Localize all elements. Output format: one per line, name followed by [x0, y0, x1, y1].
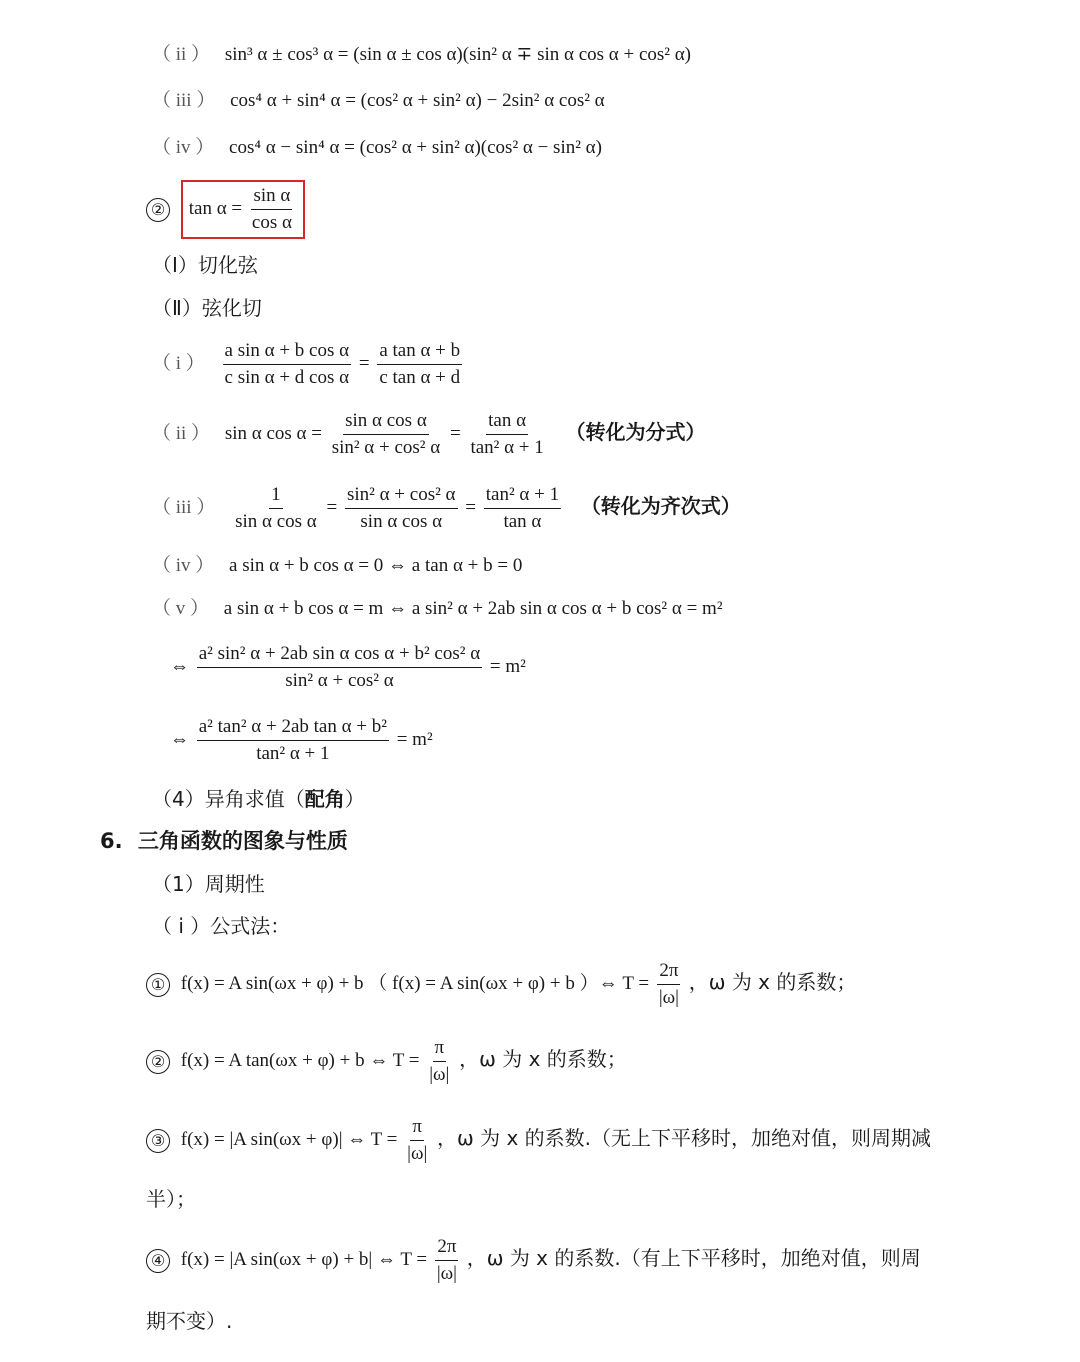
tan-definition — [146, 180, 305, 239]
identity-i-ratio — [152, 340, 465, 389]
item-label: （ ii ） — [152, 422, 211, 444]
numerator: 1 — [269, 484, 283, 509]
circled-number: ④ — [146, 1249, 170, 1273]
identity-ii-product — [152, 410, 706, 459]
numerator: π — [410, 1116, 424, 1141]
period-formula-1 — [146, 960, 856, 1009]
item-label: （ iii ） — [152, 90, 216, 111]
numerator: a² sin² α + 2ab sin α cos α + b² cos² α — [197, 643, 482, 668]
item-label: （ iv ） — [152, 555, 215, 576]
item-label: （ ii ） — [152, 44, 211, 65]
section-6-heading — [100, 830, 348, 852]
fraction — [250, 185, 294, 234]
numerator: 2π — [657, 960, 680, 985]
denominator: sin α cos α — [235, 511, 317, 532]
note-to-homogeneous: （转化为齐次式） — [580, 493, 741, 518]
equivalence-arrow: ⇔ — [170, 655, 189, 677]
numerator: a² tan² α + 2ab tan α + b² — [197, 716, 389, 741]
equals: = — [465, 496, 476, 518]
note-to-fraction: （转化为分式） — [565, 419, 706, 444]
tan-lhs: tan α = — [188, 197, 243, 219]
fraction — [657, 960, 681, 1009]
fraction — [197, 716, 389, 765]
item-label: （ iii ） — [152, 496, 216, 518]
circled-number: ② — [146, 198, 170, 222]
formula-tail: ，ω 为 x 的系数； — [459, 1046, 627, 1071]
denominator: |ω| — [436, 1263, 457, 1284]
item-4-different-angles — [152, 788, 365, 810]
formula-lhs: f(x) = A sin(ωx + φ) + b （ f(x) = A sin(ωx + φ) + b ）⇔ T = — [180, 972, 650, 994]
fraction — [330, 410, 443, 459]
formula-lhs: sin α cos α = — [224, 422, 322, 444]
fraction — [197, 643, 482, 692]
formula-method-heading: （ i ）公式法： — [152, 914, 291, 938]
circled-number: ② — [146, 1050, 170, 1074]
fraction — [345, 484, 458, 533]
identity-ii-cubes — [152, 44, 691, 66]
numerator: a sin α + b cos α — [223, 340, 352, 365]
numerator: sin α — [251, 185, 292, 210]
period-formula-4 — [146, 1236, 921, 1285]
fraction — [223, 340, 352, 389]
section-title: 三角函数的图象与性质 — [137, 829, 348, 853]
period-formula-3-continuation: 半）； — [146, 1187, 196, 1211]
formula-text: a sin α + b cos α = 0 ⇔ a tan α + b = 0 — [229, 555, 523, 576]
identity-v-step3 — [170, 716, 433, 765]
denominator: c sin α + d cos α — [224, 367, 350, 388]
fraction — [468, 410, 545, 459]
formula-lhs: f(x) = |A sin(ωx + φ) + b| ⇔ T = — [180, 1248, 428, 1270]
formula-lhs: f(x) = A tan(ωx + φ) + b ⇔ T = — [180, 1049, 420, 1071]
numerator: sin α cos α — [343, 410, 429, 435]
formula-rhs: = m² — [396, 728, 433, 750]
fraction — [484, 484, 561, 533]
denominator: cos α — [251, 212, 292, 233]
item-suffix: ） — [344, 787, 365, 811]
denominator: |ω| — [407, 1143, 428, 1164]
identity-iii-reciprocal — [152, 484, 741, 533]
fraction — [233, 484, 319, 533]
formula-text: a sin α + b cos α = m ⇔ a sin² α + 2ab sin α cos α + b cos² α = m² — [223, 598, 723, 619]
formula-text: cos⁴ α − sin⁴ α = (cos² α + sin² α)(cos² α − sin² α) — [229, 137, 602, 158]
subheading-sincos-to-tan: （Ⅱ）弦化切 — [152, 296, 262, 320]
denominator: tan² α + 1 — [256, 743, 330, 764]
periodicity-heading: （1）周期性 — [152, 872, 265, 896]
numerator: a tan α + b — [377, 340, 462, 365]
numerator: 2π — [435, 1236, 458, 1261]
denominator: |ω| — [429, 1064, 450, 1085]
denominator: c tan α + d — [379, 367, 461, 388]
subheading-tan-to-sincos: （Ⅰ）切化弦 — [152, 253, 258, 277]
fraction — [435, 1236, 459, 1285]
denominator: tan α — [503, 511, 542, 532]
numerator: tan² α + 1 — [484, 484, 561, 509]
identity-v-step2 — [170, 643, 526, 692]
item-prefix: （4）异角求值（ — [152, 787, 305, 811]
denominator: sin² α + cos² α — [285, 670, 394, 691]
numerator: sin² α + cos² α — [345, 484, 458, 509]
denominator: tan² α + 1 — [470, 437, 544, 458]
fraction — [405, 1116, 429, 1165]
equivalence-arrow: ⇔ — [170, 728, 189, 750]
identity-iv-fourth-diff — [152, 137, 602, 159]
section-number: 6. — [100, 829, 123, 853]
period-formula-4-continuation: 期不变）. — [146, 1309, 233, 1333]
formula-lhs: f(x) = |A sin(ωx + φ)| ⇔ T = — [180, 1128, 398, 1150]
formula-tail: ，ω 为 x 的系数.（有上下平移时，加绝对值，则周 — [466, 1245, 921, 1270]
formula-tail: ，ω 为 x 的系数； — [688, 969, 857, 994]
formula-tail: ，ω 为 x 的系数.（无上下平移时，加绝对值，则周期减 — [437, 1125, 932, 1150]
numerator: π — [433, 1037, 447, 1062]
formula-text: cos⁴ α + sin⁴ α = (cos² α + sin² α) − 2sin² α cos² α — [230, 90, 605, 111]
numerator: tan α — [486, 410, 528, 435]
item-label: （ v ） — [152, 598, 210, 619]
period-formula-3 — [146, 1116, 931, 1165]
denominator: sin α cos α — [360, 511, 443, 532]
circled-number: ③ — [146, 1129, 170, 1153]
item-label: （ iv ） — [152, 137, 215, 158]
denominator: sin² α + cos² α — [331, 437, 441, 458]
fraction — [427, 1037, 451, 1086]
equals: = — [326, 496, 338, 518]
equals: = — [358, 352, 370, 374]
circled-number: ① — [146, 973, 170, 997]
period-formula-2 — [146, 1037, 627, 1086]
tan-definition-box — [181, 180, 305, 239]
formula-rhs: = m² — [489, 655, 526, 677]
equals: = — [449, 422, 461, 444]
item-label: （ i ） — [152, 352, 205, 374]
identity-v-squared — [152, 598, 723, 620]
identity-iv-equivalence — [152, 555, 522, 577]
denominator: |ω| — [658, 987, 679, 1008]
formula-text: sin³ α ± cos³ α = (sin α ± cos α)(sin² α ∓ sin α cos α + cos² α) — [224, 44, 691, 65]
identity-iii-fourth-sum — [152, 90, 605, 112]
item-bold: 配角 — [304, 787, 345, 811]
fraction — [377, 340, 462, 389]
